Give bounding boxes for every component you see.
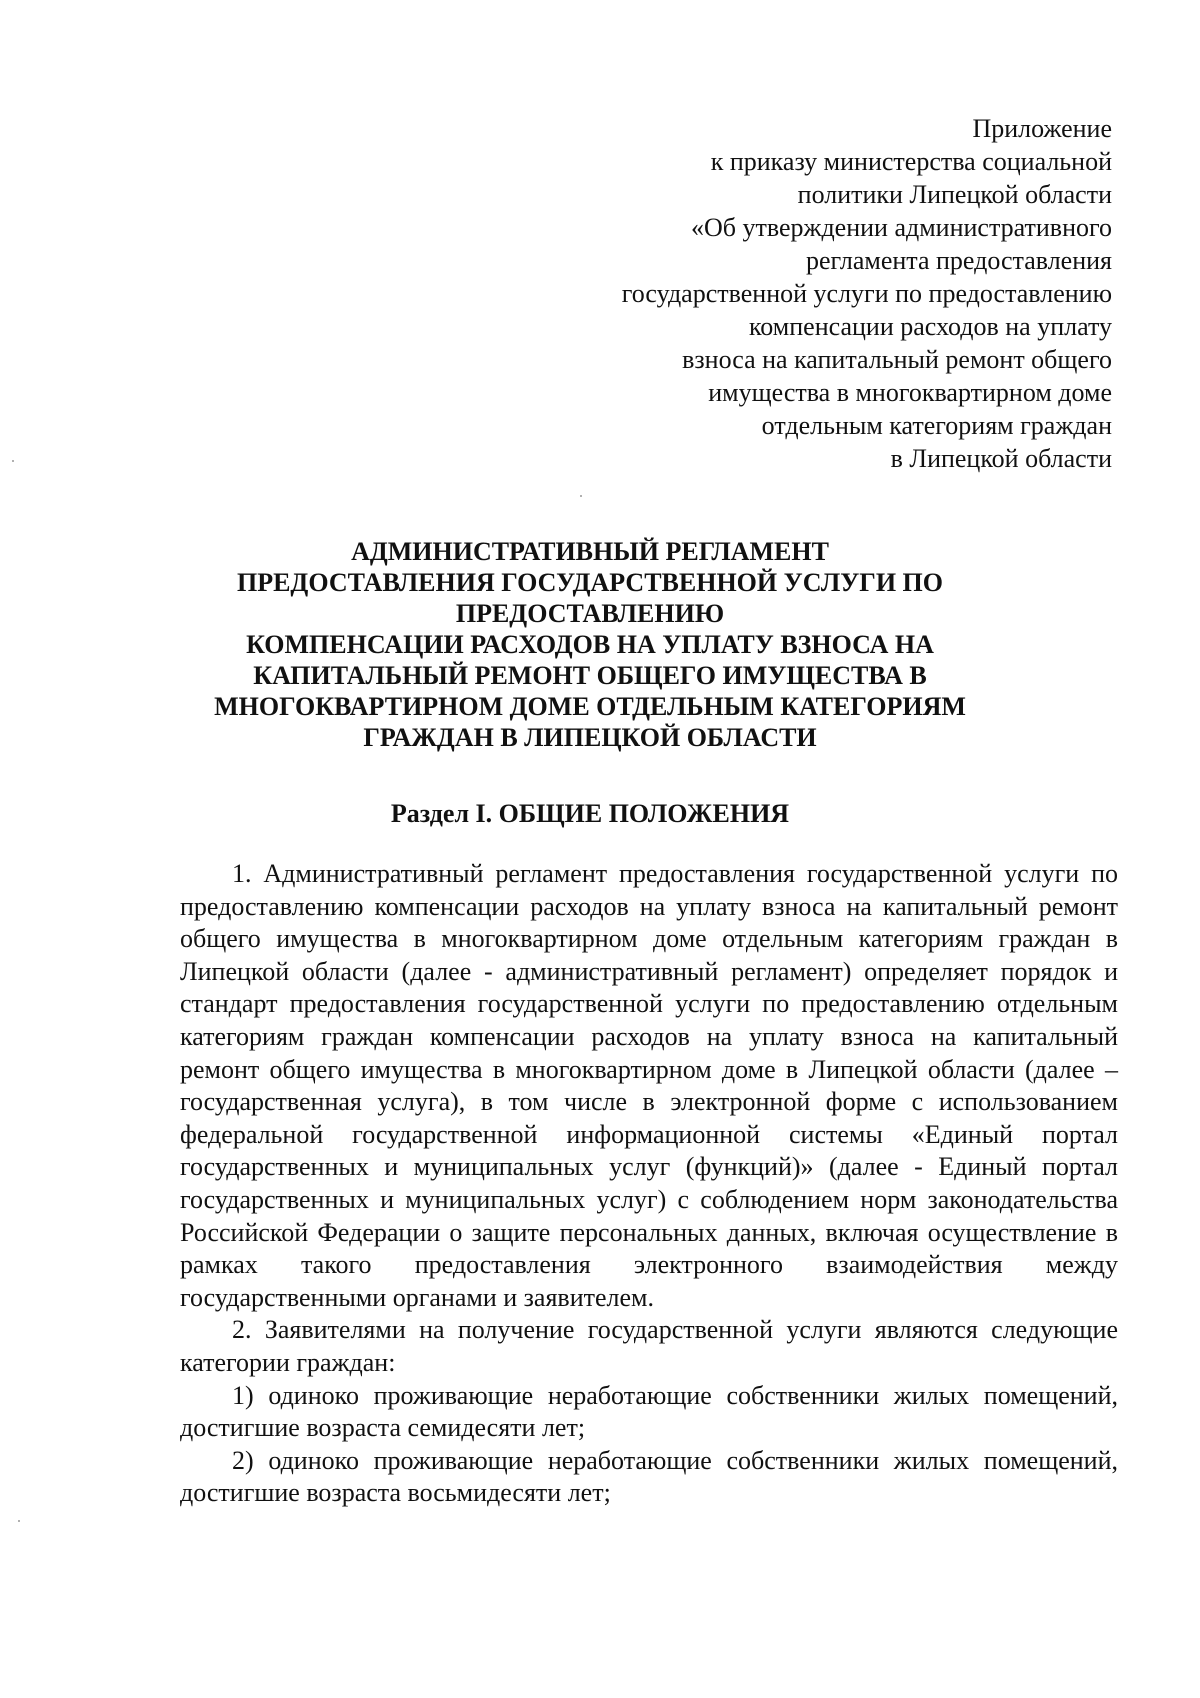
body-text bbox=[180, 858, 1118, 1510]
title-line: МНОГОКВАРТИРНОМ ДОМЕ ОТДЕЛЬНЫМ КАТЕГОРИЯМ bbox=[214, 692, 966, 721]
appendix-line: к приказу министерства социальной bbox=[710, 147, 1112, 176]
appendix-line: политики Липецкой области bbox=[797, 180, 1112, 209]
paragraph-2: 2. Заявителями на получение государственной услуги являются следующие категории граждан: bbox=[180, 1315, 1118, 1377]
title-line: АДМИНИСТРАТИВНЫЙ РЕГЛАМЕНТ bbox=[351, 537, 829, 566]
title-line: КОМПЕНСАЦИИ РАСХОДОВ НА УПЛАТУ ВЗНОСА НА bbox=[246, 630, 934, 659]
scan-speck bbox=[580, 495, 582, 497]
paragraph-1: 1. Административный регламент предоставления государственной услуги по предоставлению компенсации расходов на уплату взноса на капитальный ремонт общего имущества в многоквартирном доме отдельным категориям граждан в Липецкой области (далее - административный регламент) определяет порядок и стандарт предоставления государственной услуги по предоставлению отдельным категориям граждан компенсации расходов на уплату взноса на капитальный ремонт общего имущества в многоквартирном доме в Липецкой области (далее – государственная услуга), в том числе в электронной форме с использованием федеральной государственной информационной системы «Единый портал государственных и муниципальных услуг (функций)» (далее - Единый портал государственных и муниципальных услуг) с соблюдением норм законодательства Российской Федерации о защите персональных данных, включая осуществление в рамках такого предоставления электронного взаимодействия между государственными органами и заявителем. bbox=[180, 859, 1118, 1312]
list-item-1: 1) одиноко проживающие неработающие собственники жилых помещений, достигшие возраста семидесяти лет; bbox=[180, 1380, 1118, 1443]
document-title bbox=[180, 536, 1000, 753]
title-line: КАПИТАЛЬНЫЙ РЕМОНТ ОБЩЕГО ИМУЩЕСТВА В bbox=[253, 661, 927, 690]
scan-speck bbox=[12, 460, 14, 462]
title-line: ГРАЖДАН В ЛИПЕЦКОЙ ОБЛАСТИ bbox=[363, 723, 817, 752]
title-line: ПРЕДОСТАВЛЕНИЮ bbox=[455, 599, 725, 628]
appendix-line: «Об утверждении административного bbox=[690, 213, 1112, 242]
appendix-line: регламента предоставления bbox=[805, 246, 1112, 275]
appendix-line: государственной услуги по предоставлению bbox=[621, 279, 1112, 308]
appendix-line: взноса на капитальный ремонт общего bbox=[682, 345, 1112, 374]
appendix-line: Приложение bbox=[972, 114, 1112, 143]
scan-speck bbox=[18, 1520, 20, 1522]
appendix-line: компенсации расходов на уплату bbox=[748, 312, 1112, 341]
appendix-line: имущества в многоквартирном доме bbox=[708, 378, 1112, 407]
appendix-block bbox=[472, 112, 1112, 475]
appendix-line: отдельным категориям граждан bbox=[761, 411, 1112, 440]
list-item-2: 2) одиноко проживающие неработающие собственники жилых помещений, достигшие возраста восьмидесяти лет; bbox=[180, 1445, 1118, 1508]
appendix-line: в Липецкой области bbox=[890, 444, 1112, 473]
title-line: ПРЕДОСТАВЛЕНИЯ ГОСУДАРСТВЕННОЙ УСЛУГИ ПО bbox=[236, 568, 944, 597]
section-heading: Раздел I. ОБЩИЕ ПОЛОЖЕНИЯ bbox=[390, 799, 790, 828]
